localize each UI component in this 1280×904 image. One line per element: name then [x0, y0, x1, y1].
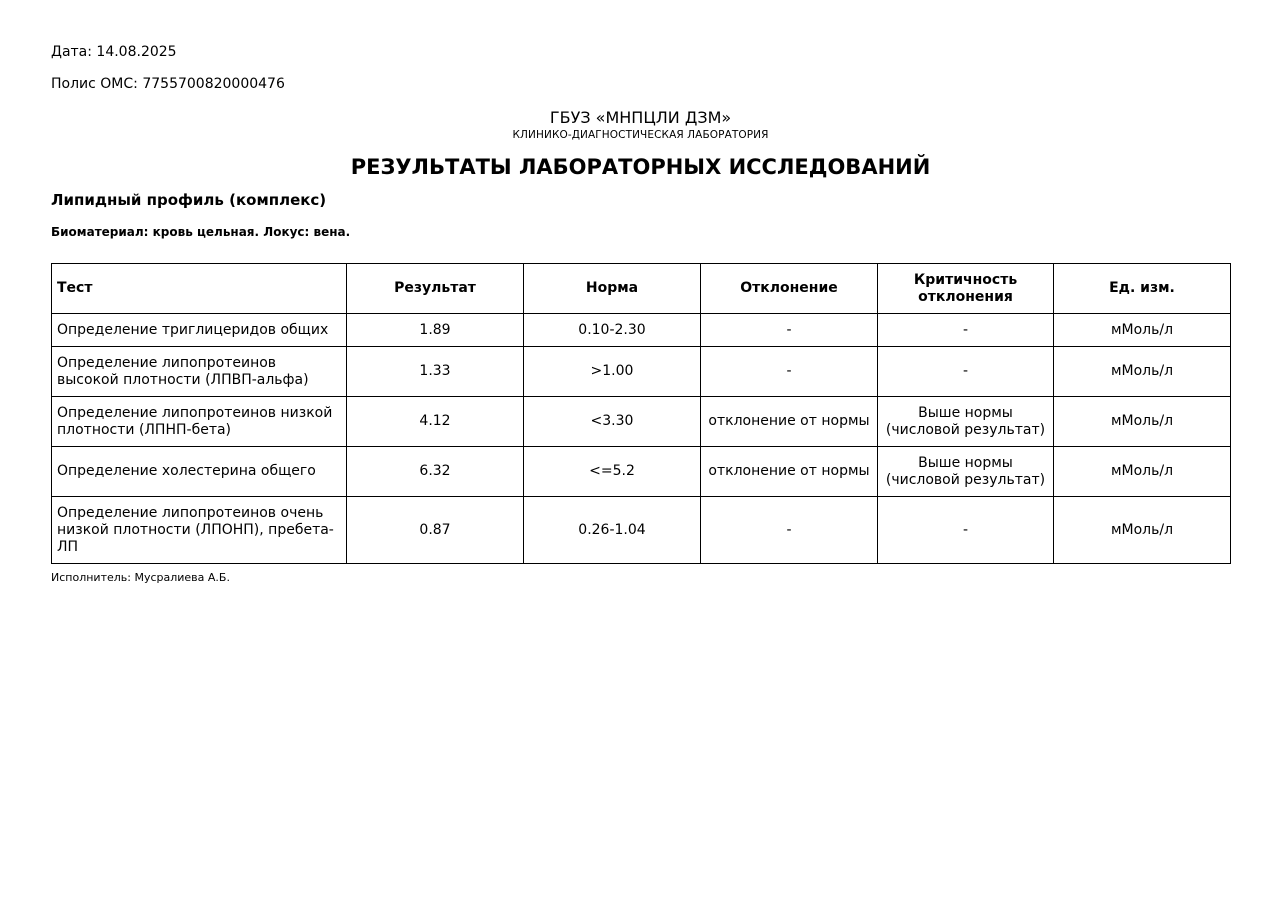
date-value: 14.08.2025	[96, 44, 177, 60]
cell-unit: мМоль/л	[1054, 314, 1231, 347]
table-row	[52, 447, 1231, 497]
column-header-test: Тест	[52, 264, 347, 314]
cell-norm: <3.30	[524, 397, 701, 447]
cell-unit: мМоль/л	[1054, 497, 1231, 564]
table-row	[52, 397, 1231, 447]
cell-test: Определение липопротеинов очень низкой плотности (ЛПОНП), пребета-ЛП	[52, 497, 347, 564]
date-label: Дата:	[51, 44, 92, 60]
page-title: РЕЗУЛЬТАТЫ ЛАБОРАТОРНЫХ ИССЛЕДОВАНИЙ	[350, 155, 931, 179]
cell-criticality: -	[878, 314, 1054, 347]
cell-deviation: отклонение от нормы	[701, 447, 878, 497]
column-header-norm: Норма	[524, 264, 701, 314]
table-row	[52, 497, 1231, 564]
cell-unit: мМоль/л	[1054, 397, 1231, 447]
cell-unit: мМоль/л	[1054, 347, 1231, 397]
cell-result: 1.33	[347, 347, 524, 397]
column-header-deviation: Отклонение	[701, 264, 878, 314]
cell-deviation: -	[701, 347, 878, 397]
table-row	[52, 347, 1231, 397]
biomaterial-info: Биоматериал: кровь цельная. Локус: вена.	[51, 225, 351, 239]
organization-subtitle: КЛИНИКО-ДИАГНОСТИЧЕСКАЯ ЛАБОРАТОРИЯ	[512, 129, 769, 141]
cell-norm: >1.00	[524, 347, 701, 397]
cell-result: 1.89	[347, 314, 524, 347]
report-date	[51, 44, 177, 60]
cell-test: Определение липопротеинов низкой плотности (ЛПНП-бета)	[52, 397, 347, 447]
cell-norm: 0.10-2.30	[524, 314, 701, 347]
cell-criticality: -	[878, 347, 1054, 397]
cell-criticality: Выше нормы (числовой результат)	[878, 447, 1054, 497]
table-header-row	[52, 264, 1231, 314]
cell-test: Определение триглицеридов общих	[52, 314, 347, 347]
section-title: Липидный профиль (комплекс)	[51, 191, 327, 209]
column-header-unit: Ед. изм.	[1054, 264, 1231, 314]
column-header-result: Результат	[347, 264, 524, 314]
results-table	[51, 263, 1231, 564]
policy-number: 7755700820000476	[142, 76, 285, 92]
executor-name: Исполнитель: Мусралиева А.Б.	[51, 571, 230, 584]
cell-criticality: Выше нормы (числовой результат)	[878, 397, 1054, 447]
cell-criticality: -	[878, 497, 1054, 564]
cell-test: Определение холестерина общего	[52, 447, 347, 497]
cell-unit: мМоль/л	[1054, 447, 1231, 497]
cell-test: Определение липопротеинов высокой плотности (ЛПВП-альфа)	[52, 347, 347, 397]
policy-label: Полис ОМС:	[51, 76, 138, 92]
cell-deviation: отклонение от нормы	[701, 397, 878, 447]
cell-result: 6.32	[347, 447, 524, 497]
insurance-policy	[51, 76, 285, 92]
cell-result: 4.12	[347, 397, 524, 447]
column-header-criticality: Критичность отклонения	[878, 264, 1054, 314]
table-row	[52, 314, 1231, 347]
organization-name: ГБУЗ «МНПЦЛИ ДЗМ»	[549, 108, 732, 127]
cell-norm: 0.26-1.04	[524, 497, 701, 564]
cell-deviation: -	[701, 497, 878, 564]
cell-result: 0.87	[347, 497, 524, 564]
cell-deviation: -	[701, 314, 878, 347]
cell-norm: <=5.2	[524, 447, 701, 497]
